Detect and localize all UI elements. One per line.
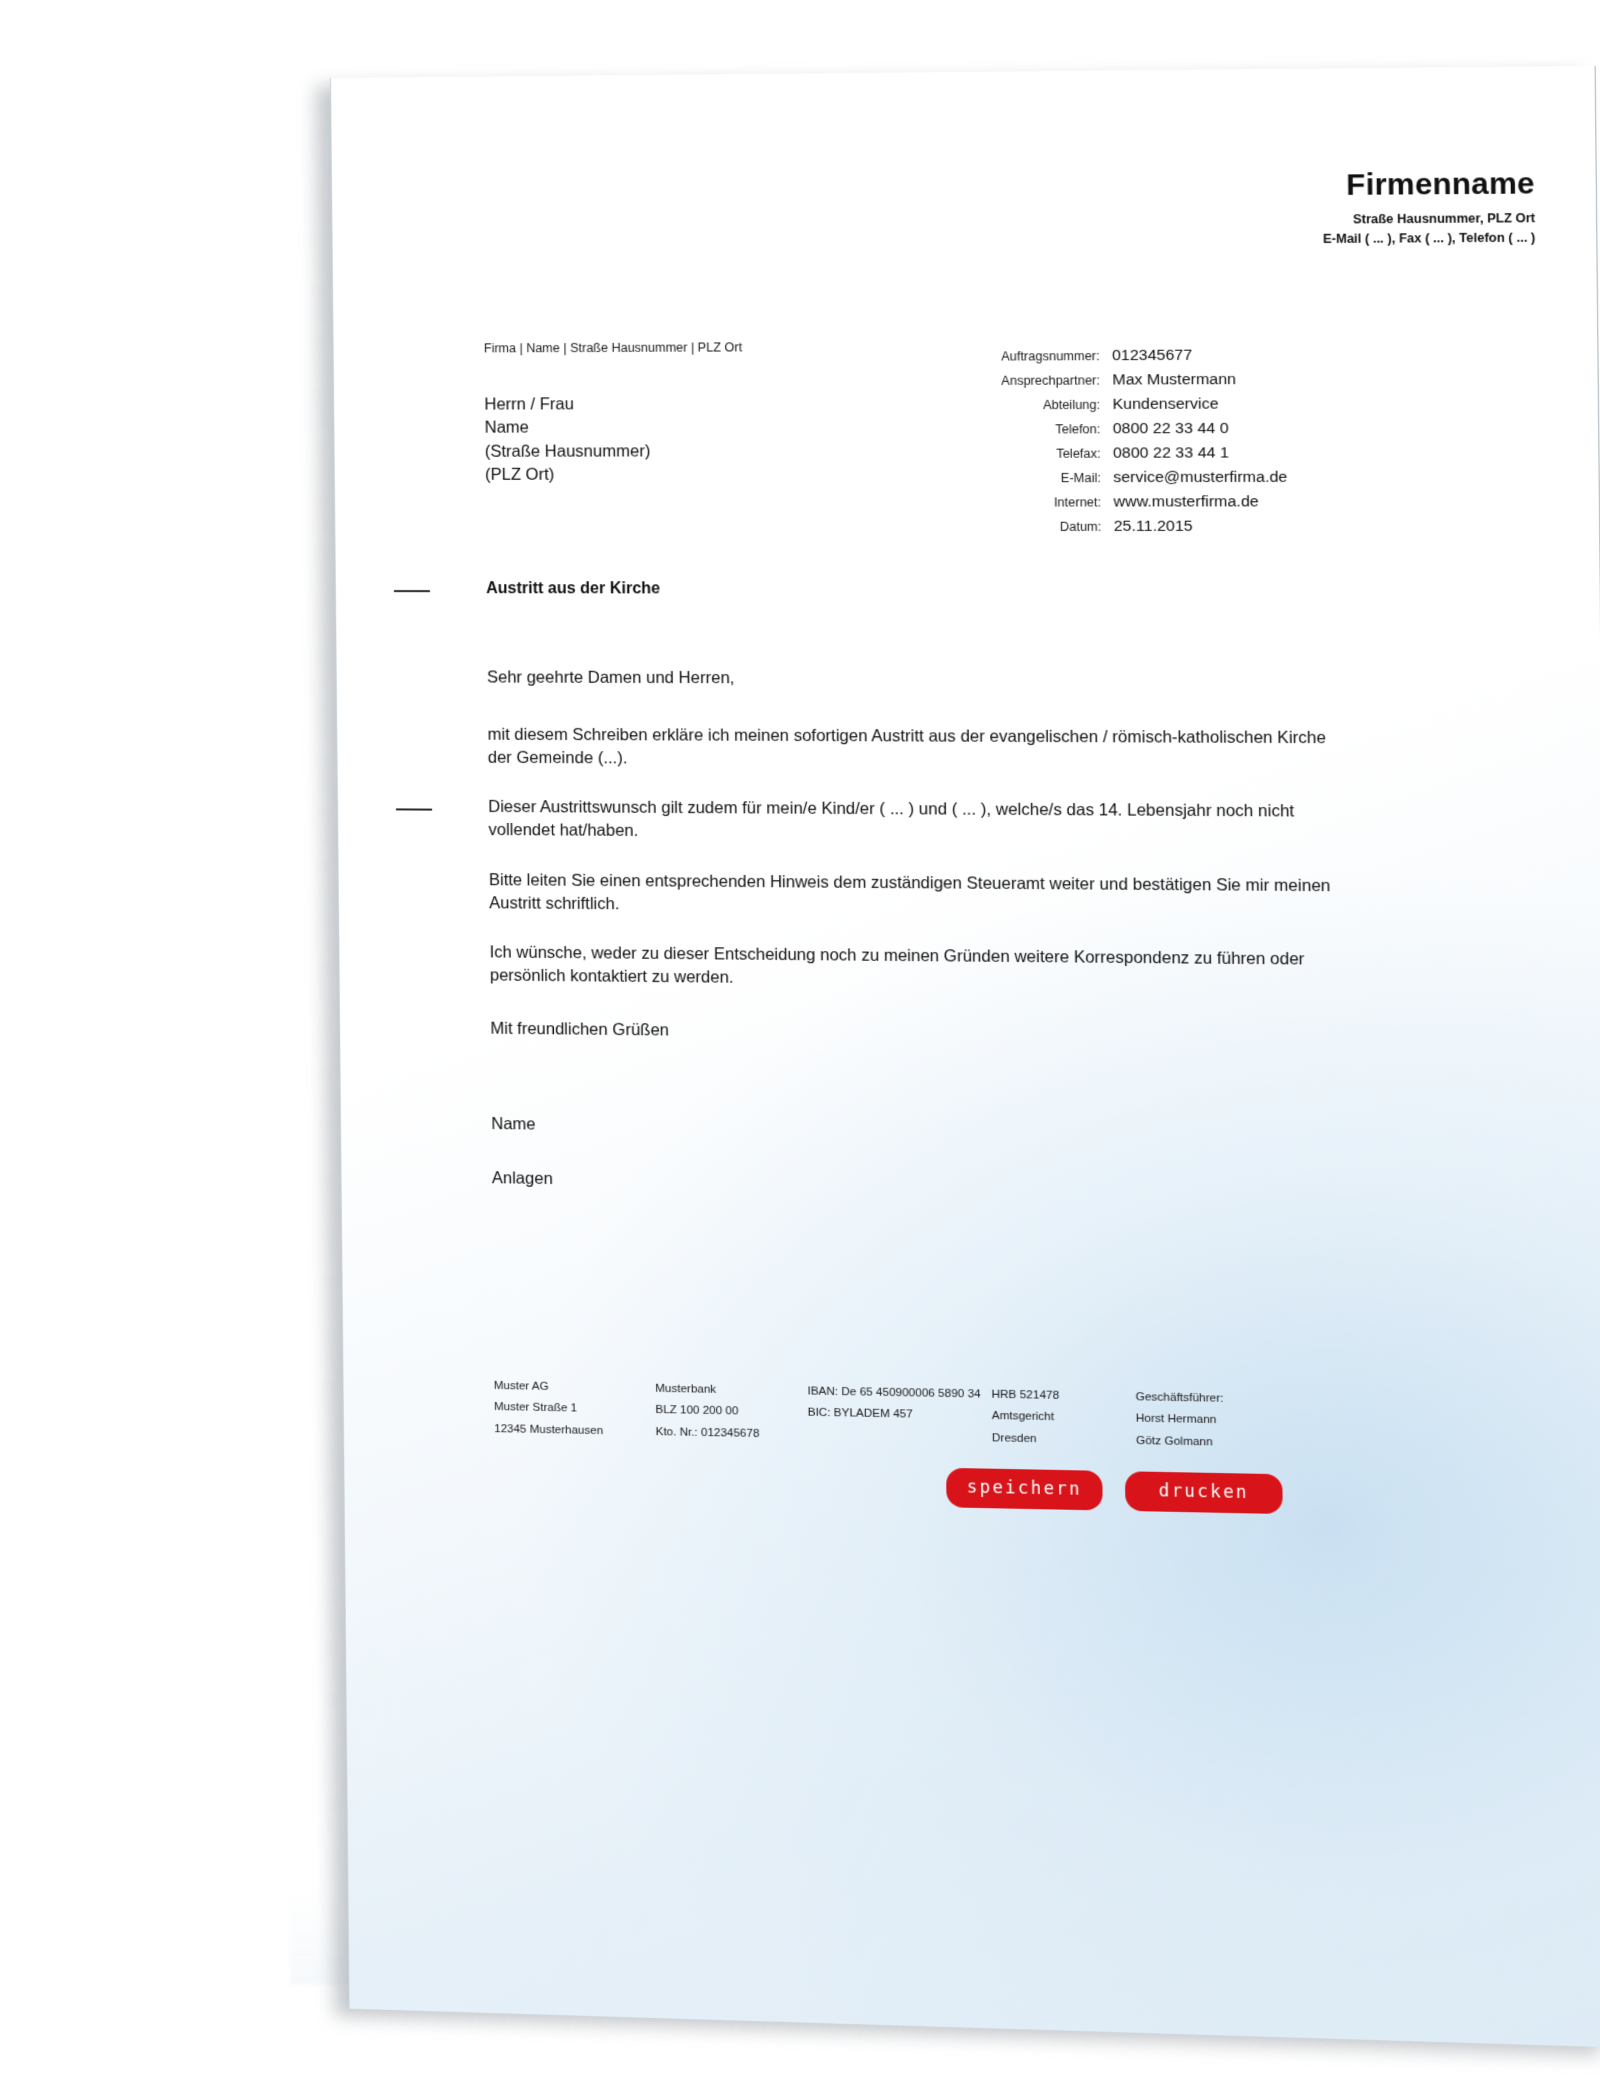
letter-document-page (330, 66, 1600, 2048)
company-address: Straße Hausnummer, PLZ Ort (1352, 210, 1536, 227)
meta-value: 0800 22 33 44 0 (1112, 419, 1229, 438)
meta-row (915, 419, 1453, 439)
letter-body (487, 666, 1352, 1202)
print-button[interactable]: drucken (1125, 1471, 1283, 1514)
footer-text: HRB 521478 (991, 1388, 1060, 1402)
footer-text: IBAN: De 65 450900006 5890 34 (807, 1385, 981, 1401)
body-paragraph-1: mit diesem Schreiben erkläre ich meinen sofortigen Austritt aus der evangelischen / römisch-katholischen Kirche der Gemeinde (...). (487, 725, 1327, 767)
meta-row (916, 468, 1454, 487)
meta-row (916, 518, 1454, 536)
footer-text: Kto. Nr.: 012345678 (655, 1425, 760, 1440)
recipient-line-4: (PLZ Ort) (484, 465, 555, 485)
footer-text: BLZ 100 200 00 (655, 1404, 739, 1418)
footer-text: BIC: BYLADEM 457 (807, 1406, 913, 1421)
meta-label: Abteilung: (1042, 397, 1101, 413)
meta-label: Datum: (1059, 519, 1102, 534)
letter-meta-block (915, 346, 1455, 542)
recipient-line-1: Herrn / Frau (484, 395, 575, 414)
body-signer-name: Name (491, 1114, 536, 1134)
letterhead (995, 167, 1535, 248)
meta-label: E-Mail: (1060, 470, 1101, 486)
footer-column-register (991, 1385, 1136, 1452)
fold-mark-bottom (396, 808, 432, 810)
letter-footer (494, 1376, 1469, 1458)
footer-column-iban (807, 1381, 992, 1449)
document-page-wrapper (330, 66, 1600, 2048)
recipient-line-3: (Straße Hausnummer) (484, 442, 651, 461)
meta-value: Kundenservice (1112, 395, 1219, 413)
body-closing: Mit freundlichen Grüßen (490, 1019, 670, 1040)
meta-row (916, 444, 1454, 463)
meta-row (915, 370, 1453, 390)
company-contact: E-Mail ( ... ), Fax ( ... ), Telefon ( ... ) (1322, 230, 1536, 247)
meta-value: Max Mustermann (1112, 370, 1237, 389)
meta-value: service@musterfirma.de (1113, 468, 1288, 487)
footer-text: Muster Straße 1 (493, 1401, 578, 1415)
body-paragraph-4: Ich wünsche, weder zu dieser Entscheidung noch zu meinen Gründen weitere Korrespondenz zu führen oder persönlich kontaktiert zu werden. (489, 943, 1305, 987)
meta-value: 012345677 (1111, 346, 1193, 365)
footer-text: Götz Golmann (1135, 1434, 1213, 1448)
footer-column-bank (655, 1379, 808, 1446)
meta-row (915, 346, 1453, 366)
footer-text: Horst Hermann (1135, 1412, 1217, 1427)
meta-label: Ansprechpartner: (1001, 373, 1101, 388)
body-salutation: Sehr geehrte Damen und Herren, (486, 668, 735, 688)
footer-text: Dresden (991, 1431, 1037, 1445)
save-button[interactable]: speichern (946, 1468, 1103, 1511)
body-paragraph-3: Bitte leiten Sie einen entsprechenden Hinweis dem zuständigen Steueramt weiter und bestätigen Sie mir meinen Austritt schriftlich. (488, 870, 1331, 913)
footer-column-management (1136, 1387, 1292, 1455)
meta-value: www.musterfirma.de (1113, 493, 1259, 511)
recipient-line-2: Name (484, 418, 529, 438)
footer-text: Geschäftsführer: (1135, 1391, 1224, 1405)
body-paragraph-2: Dieser Austrittswunsch gilt zudem für mein/e Kind/er ( ... ) und ( ... ), welche/s das 14. Lebensjahr noch nicht vollendet hat/haben. (488, 798, 1295, 841)
footer-column-company (494, 1376, 656, 1443)
sender-return-line: Firma | Name | Straße Hausnummer | PLZ Ort (483, 340, 743, 356)
meta-value: 0800 22 33 44 1 (1112, 444, 1229, 462)
meta-label: Telefax: (1056, 446, 1101, 461)
fold-mark-top (394, 590, 430, 592)
company-name: Firmenname (1346, 166, 1535, 203)
meta-row (915, 395, 1453, 415)
meta-label: Auftragsnummer: (1001, 349, 1100, 364)
meta-row (916, 493, 1454, 512)
footer-text: Musterbank (655, 1382, 717, 1396)
recipient-address-block (484, 393, 650, 487)
letter-subject: Austritt aus der Kirche (486, 580, 661, 598)
footer-text: 12345 Musterhausen (494, 1422, 604, 1437)
footer-text: Amtsgericht (991, 1410, 1055, 1424)
action-buttons (946, 1468, 1283, 1514)
meta-label: Internet: (1053, 495, 1102, 510)
meta-label: Telefon: (1055, 422, 1101, 437)
body-attachments: Anlagen (491, 1169, 553, 1189)
meta-value: 25.11.2015 (1113, 517, 1193, 535)
footer-text: Muster AG (493, 1379, 549, 1393)
